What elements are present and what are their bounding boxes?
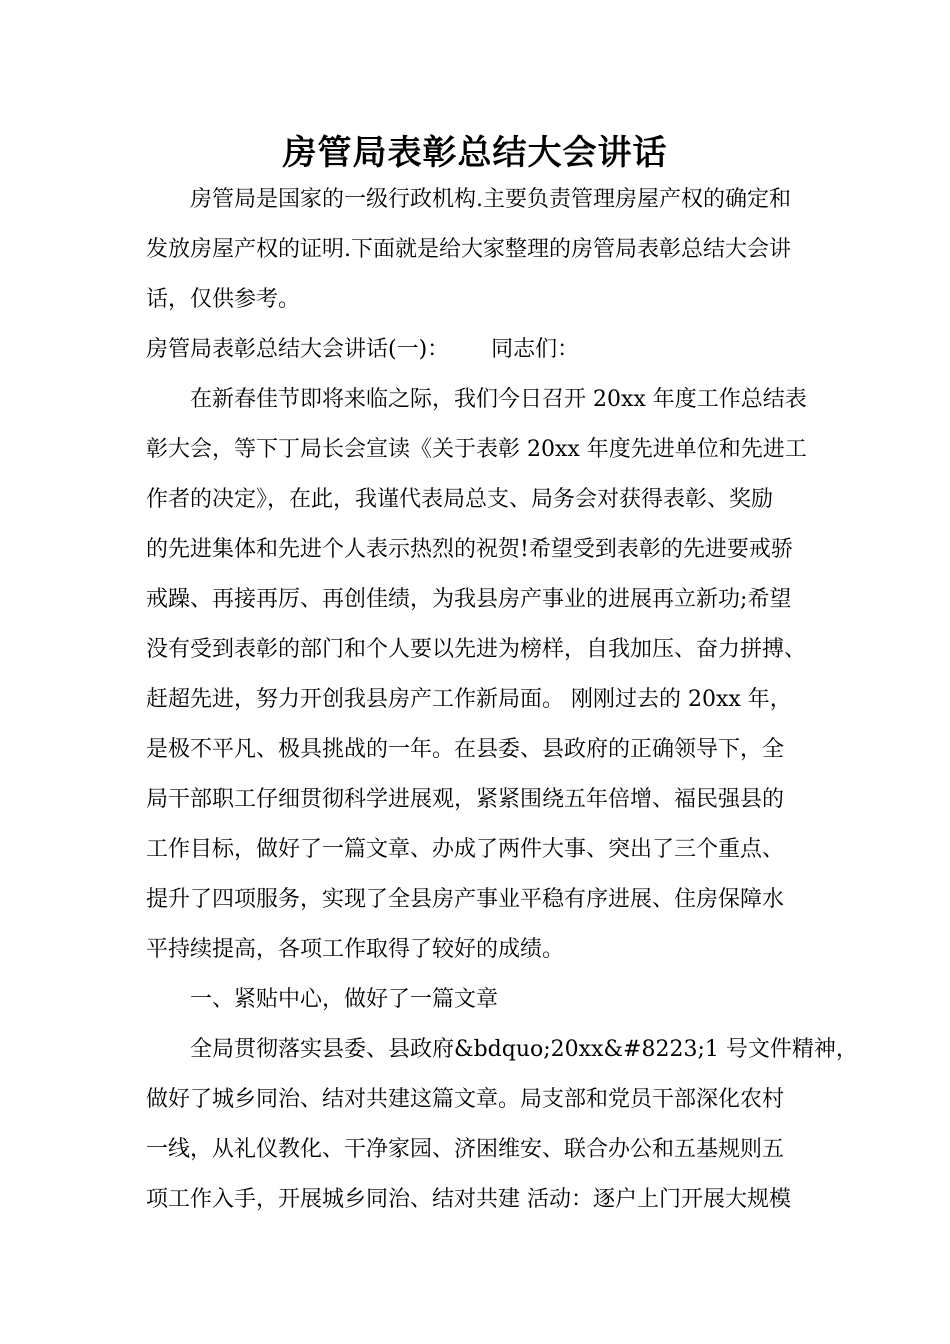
document-title: 房管局表彰总结大会讲话 (282, 133, 668, 173)
paragraph-line: 戒躁、再接再厉、再创佳绩，为我县房产事业的进展再立新功;希望 (146, 587, 792, 612)
paragraph-line: 提升了四项服务，实现了全县房产事业平稳有序进展、住房保障水 (146, 887, 785, 912)
paragraph-line: 平持续提高，各项工作取得了较好的成绩。 (146, 937, 565, 962)
paragraph-line: 赶超先进，努力开创我县房产工作新局面。 刚刚过去的 20xx 年， (146, 687, 792, 712)
paragraph-line: 全局贯彻落实县委、县政府&bdquo;20xx&#8223;1 号文件精神， (190, 1037, 858, 1062)
section-heading-line: 一、紧贴中心，做好了一篇文章 (190, 987, 499, 1012)
paragraph-line: 的先进集体和先进个人表示热烈的祝贺!希望受到表彰的先进要戒骄 (146, 537, 793, 562)
section-heading-line: 房管局表彰总结大会讲话(一)： 同志们： (146, 337, 580, 362)
paragraph-line: 发放房屋产权的证明.下面就是给大家整理的房管局表彰总结大会讲 (146, 237, 791, 262)
paragraph-line: 局干部职工仔细贯彻科学进展观，紧紧围绕五年倍增、福民强县的 (146, 787, 785, 812)
paragraph-line: 话，仅供参考。 (146, 287, 301, 312)
paragraph-line: 没有受到表彰的部门和个人要以先进为榜样，自我加压、奋力拼搏、 (146, 637, 807, 662)
paragraph-line: 一线，从礼仪教化、干净家园、济困维安、联合办公和五基规则五 (146, 1137, 785, 1162)
paragraph-line: 房管局是国家的一级行政机构.主要负责管理房屋产权的确定和 (190, 187, 791, 212)
paragraph-line: 做好了城乡同治、结对共建这篇文章。局支部和党员干部深化农村 (146, 1087, 785, 1112)
paragraph-line: 作者的决定》，在此，我谨代表局总支、局务会对获得表彰、奖励 (146, 487, 774, 512)
paragraph-line: 是极不平凡、极具挑战的一年。在县委、县政府的正确领导下，全 (146, 737, 785, 762)
paragraph-line: 项工作入手，开展城乡同治、结对共建 活动：逐户上门开展大规模 (146, 1187, 791, 1212)
paragraph-line: 在新春佳节即将来临之际，我们今日召开 20xx 年度工作总结表 (190, 387, 807, 412)
paragraph-line: 工作目标，做好了一篇文章、办成了两件大事、突出了三个重点、 (146, 837, 785, 862)
paragraph-line: 彰大会，等下丁局长会宣读《关于表彰 20xx 年度先进单位和先进工 (146, 437, 807, 462)
